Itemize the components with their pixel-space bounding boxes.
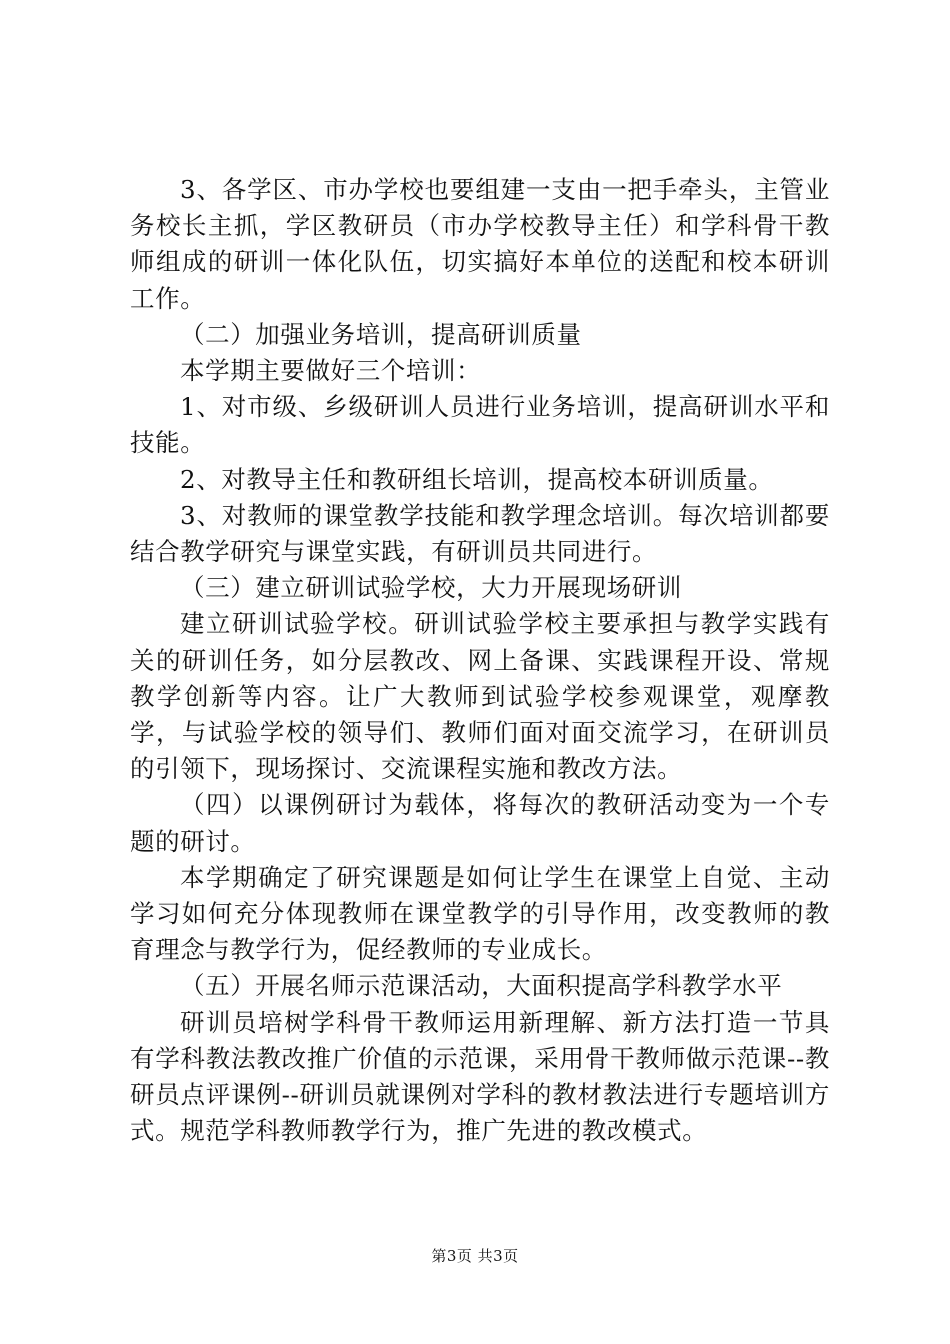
list-item-training-2: 2、对教导主任和教研组长培训，提高校本研训质量。 bbox=[180, 464, 774, 494]
heading-demonstration-lessons: （五）开展名师示范课活动，大面积提高学科教学水平 bbox=[180, 971, 783, 1001]
page-number-footer: 第3页 共3页 bbox=[431, 1247, 519, 1265]
heading-case-study: （四）以课例研讨为载体，将每次的教研活动变为一个专题的研讨。 bbox=[130, 790, 830, 856]
list-item-training-3: 3、对教师的课堂教学技能和教学理念培训。每次培训都要结合教学研究与课堂实践，有研训员共同进行。 bbox=[130, 500, 830, 567]
paragraph-demonstration-lessons: 研训员培树学科骨干教师运用新理解、新方法打造一节具有学科教法教改推广价值的示范课，采用骨干教师做示范课--教研员点评课例--研训员就课例对学科的教材教法进行专题培训方式。规范学科教师教学行为，推广先进的教改模式。 bbox=[130, 1007, 830, 1146]
heading-business-training: （二）加强业务培训，提高研训质量 bbox=[180, 319, 582, 349]
paragraph-experimental-schools: 建立研训试验学校。研训试验学校主要承担与教学实践有关的研训任务，如分层教改、网上备课、实践课程开设、常规教学创新等内容。让广大教师到试验学校参观课堂，观摩教学，与试验学校的领导们、教师们面对面交流学习，在研训员的引领下，现场探讨、交流课程实施和教改方法。 bbox=[130, 609, 830, 784]
paragraph-team-building: 3、各学区、市办学校也要组建一支由一把手牵头，主管业务校长主抓，学区教研员（市办学校教导主任）和学科骨干教师组成的研训一体化队伍，切实搞好本单位的送配和校本研训工作。 bbox=[130, 175, 830, 313]
document-body bbox=[130, 172, 830, 1149]
heading-experimental-schools: （三）建立研训试验学校，大力开展现场研训 bbox=[180, 573, 682, 603]
paragraph-three-trainings-intro: 本学期主要做好三个培训： bbox=[180, 356, 482, 386]
paragraph-research-topic: 本学期确定了研究课题是如何让学生在课堂上自觉、主动学习如何充分体现教师在课堂教学的引导作用，改变教师的教育理念与教学行为，促经教师的专业成长。 bbox=[130, 862, 830, 965]
list-item-training-1: 1、对市级、乡级研训人员进行业务培训，提高研训水平和技能。 bbox=[130, 392, 830, 458]
